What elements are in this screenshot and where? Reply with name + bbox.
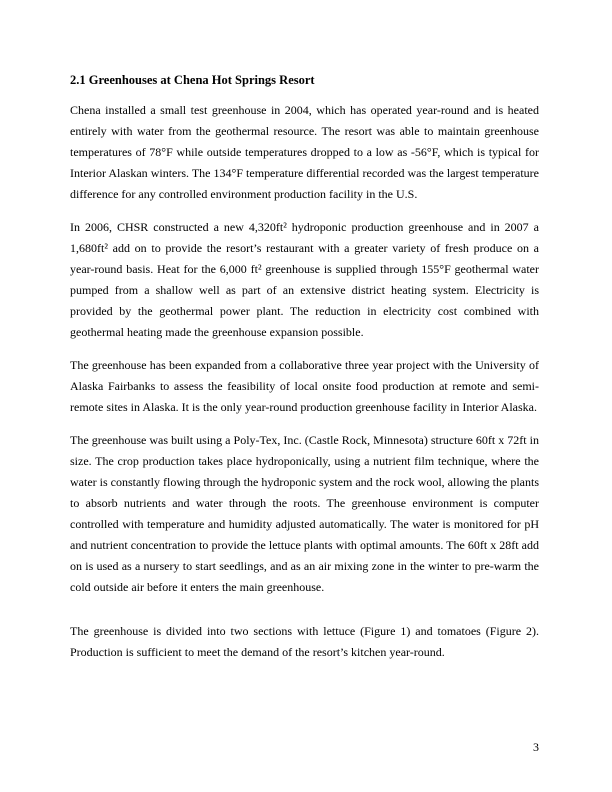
section-heading: 2.1 Greenhouses at Chena Hot Springs Resort [70, 73, 315, 87]
paragraph-structure-hydroponics: The greenhouse was built using a Poly-Tex, Inc. (Castle Rock, Minnesota) structure 60ft x 72ft in size. The crop production takes place hydroponically, using a nutrient film technique, where the water is constantly flowing through the hydroponic system and the rock wool, allowing the plants to absorb nutrients and water through the roots. The greenhouse environment is computer controlled with temperature and humidity adjusted automatically. The water is monitored for pH and nutrient concentration to provide the lettuce plants with optimal amounts. The 60ft x 28ft add on is used as a nursery to start seedlings, and as an air mixing zone in the winter to pre-warm the cold outside air before it enters the main greenhouse. [70, 433, 539, 594]
paragraph-uaf-collaboration: The greenhouse has been expanded from a collaborative three year project with the University of Alaska Fairbanks to assess the feasibility of local onsite food production at remote and semi-remote sites in Alaska. It is the only year-round production greenhouse facility in Interior Alaska. [70, 358, 539, 414]
page-content [70, 70, 539, 675]
page-number: 3 [533, 740, 539, 754]
paragraph-chena-test-greenhouse: Chena installed a small test greenhouse in 2004, which has operated year-round and is heated entirely with water from the geothermal resource. The resort was able to maintain greenhouse temperatures of 78°F while outside temperatures dropped to a low as -56°F, which is typical for Interior Alaskan winters. The 134°F temperature differential recorded was the largest temperature difference for any controlled environment production facility in the U.S. [70, 103, 539, 201]
paragraph-2006-expansion: In 2006, CHSR constructed a new 4,320ft² hydroponic production greenhouse and in 2007 a 1,680ft² add on to provide the resort’s restaurant with a greater variety of fresh produce on a year-round basis. Heat for the 6,000 ft² greenhouse is supplied through 155°F geothermal water pumped from a shallow well as part of an extensive district heating system. Electricity is provided by the geothermal power plant. The reduction in electricity cost combined with geothermal heating made the greenhouse expansion possible. [70, 220, 539, 339]
paragraph-sections-production: The greenhouse is divided into two sections with lettuce (Figure 1) and tomatoes (Figure 2). Production is sufficient to meet the demand of the resort’s kitchen year-round. [70, 624, 539, 659]
